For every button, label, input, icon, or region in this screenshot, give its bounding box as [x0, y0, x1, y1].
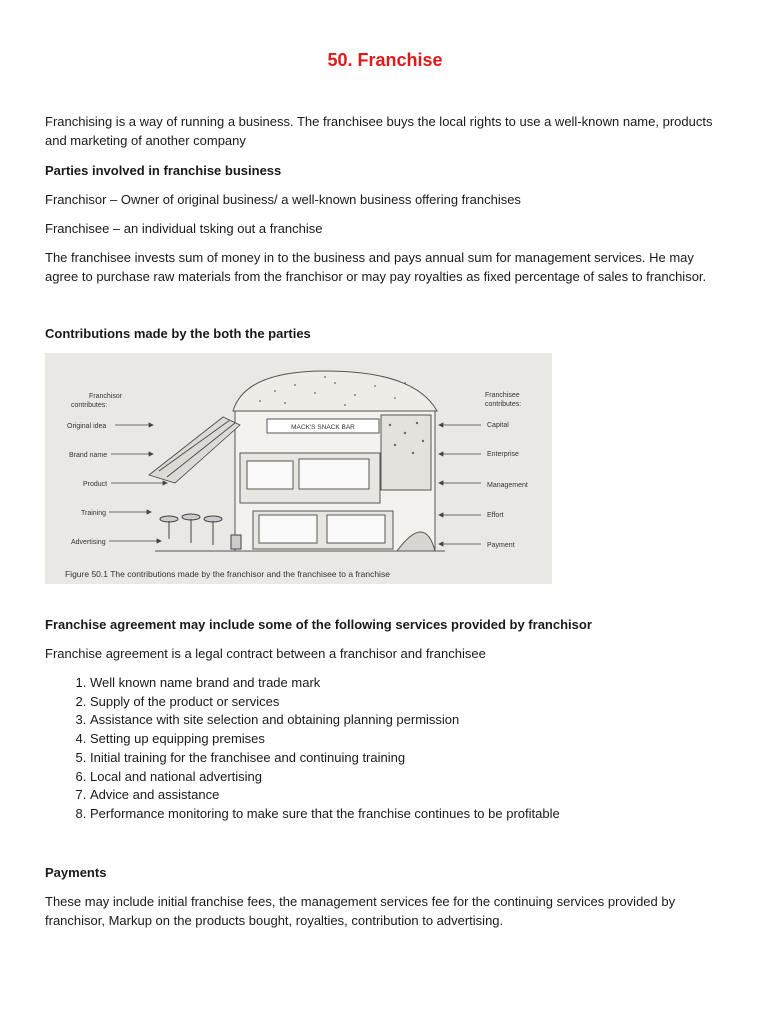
franchisor-definition: Franchisor – Owner of original business/ a well-known business offering franchises — [45, 192, 521, 207]
figure-left-item: Product — [83, 481, 108, 488]
agreement-heading: Franchise agreement may include some of the following services provided by franchisor — [45, 617, 592, 632]
list-item: 2. Supply of the product or services — [90, 693, 725, 712]
list-item: 7. Advice and assistance — [90, 786, 725, 805]
snack-bar-illustration — [45, 353, 552, 584]
services-list — [45, 674, 725, 824]
list-item: 3. Assistance with site selection and obtaining planning permission — [90, 711, 725, 730]
list-item: 4. Setting up equipping premises — [90, 730, 725, 749]
figure-right-item: Management — [487, 482, 528, 489]
figure-left-heading: Franchisor contributes: — [71, 393, 123, 409]
figure-left-item: Training — [81, 510, 107, 517]
figure-left-item: Original idea — [67, 423, 107, 430]
page-title: 50. Franchise — [327, 50, 443, 70]
figure-right-item: Capital — [487, 422, 509, 429]
figure-left-item: Advertising — [71, 539, 106, 546]
list-item: 1. Well known name brand and trade mark — [90, 674, 725, 693]
figure-right-item: Enterprise — [487, 451, 519, 458]
list-item: 8. Performance monitoring to make sure that the franchise continues to be profitable — [90, 805, 725, 824]
franchise-contributions-figure — [45, 353, 552, 584]
intro-paragraph: Franchising is a way of running a business. The franchisee buys the local rights to use a well-known name, products and marketing of another company — [45, 114, 713, 148]
contributions-heading: Contributions made by the both the parties — [45, 326, 311, 341]
payments-heading: Payments — [45, 865, 107, 880]
figure-left-item: Brand name — [69, 452, 108, 459]
figure-right-heading: Franchisee contributes: — [485, 392, 522, 408]
investment-paragraph: The franchisee invests sum of money in to the business and pays annual sum for management services. He may agree to purchase raw materials from the franchisor or may pay royalties as fixed percentage of sales to franchisor. — [45, 250, 707, 284]
agreement-definition: Franchise agreement is a legal contract between a franchisor and franchisee — [45, 646, 486, 661]
list-item: 5. Initial training for the franchisee and continuing training — [90, 749, 725, 768]
figure-caption: Figure 50.1 The contributions made by the franchisor and the franchisee to a franchise — [65, 569, 390, 579]
list-item: 6. Local and national advertising — [90, 768, 725, 787]
snack-bar-sign: MACK'S SNACK BAR — [291, 424, 355, 431]
figure-right-item: Payment — [487, 542, 515, 549]
parties-heading: Parties involved in franchise business — [45, 163, 282, 178]
payments-paragraph: These may include initial franchise fees, the management services fee for the continuing services provided by franchisor, Markup on the products bought, royalties, contribution to advertising. — [45, 894, 676, 928]
franchisee-definition: Franchisee – an individual tsking out a franchise — [45, 221, 323, 236]
figure-right-item: Effort — [487, 512, 504, 519]
